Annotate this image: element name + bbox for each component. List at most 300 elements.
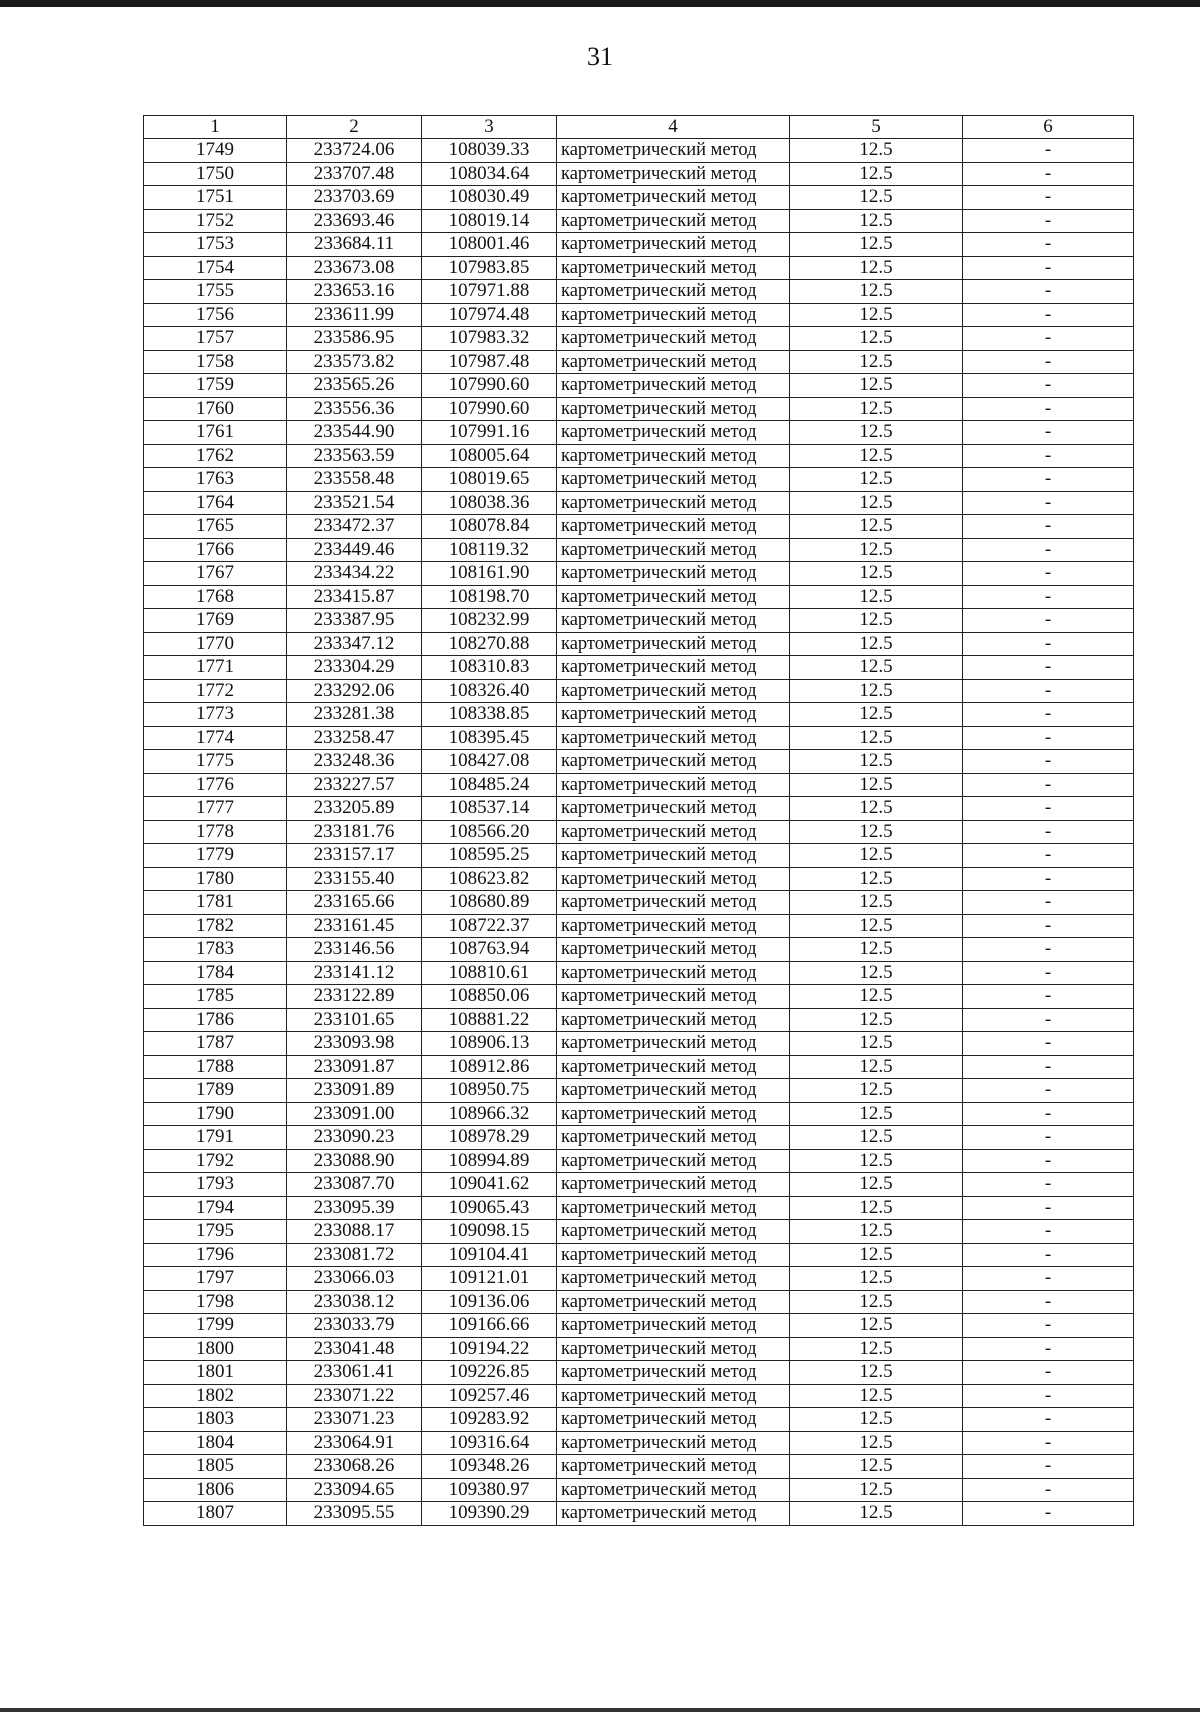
accuracy-cell: 12.5: [790, 327, 963, 351]
x-coordinate-cell: 233673.08: [287, 256, 422, 280]
table-row: [144, 1267, 1134, 1291]
table-row: [144, 139, 1134, 163]
y-coordinate-cell: 109065.43: [422, 1196, 557, 1220]
x-coordinate-cell: 233161.45: [287, 914, 422, 938]
y-coordinate-cell: 109316.64: [422, 1431, 557, 1455]
y-coordinate-cell: 108038.36: [422, 491, 557, 515]
accuracy-cell: 12.5: [790, 844, 963, 868]
method-cell: картометрический метод: [557, 327, 790, 351]
description-cell: -: [963, 1502, 1134, 1526]
point-number-cell: 1778: [144, 820, 287, 844]
x-coordinate-cell: 233258.47: [287, 726, 422, 750]
method-cell: картометрический метод: [557, 1502, 790, 1526]
method-cell: картометрический метод: [557, 280, 790, 304]
method-cell: картометрический метод: [557, 468, 790, 492]
accuracy-cell: 12.5: [790, 1008, 963, 1032]
point-number-cell: 1796: [144, 1243, 287, 1267]
point-number-cell: 1751: [144, 186, 287, 210]
table-row: [144, 1032, 1134, 1056]
table-row: [144, 938, 1134, 962]
point-number-cell: 1768: [144, 585, 287, 609]
description-cell: -: [963, 773, 1134, 797]
description-cell: -: [963, 1126, 1134, 1150]
table-row: [144, 632, 1134, 656]
accuracy-cell: 12.5: [790, 773, 963, 797]
description-cell: -: [963, 1478, 1134, 1502]
accuracy-cell: 12.5: [790, 186, 963, 210]
table-row: [144, 562, 1134, 586]
method-cell: картометрический метод: [557, 914, 790, 938]
accuracy-cell: 12.5: [790, 1337, 963, 1361]
x-coordinate-cell: 233684.11: [287, 233, 422, 257]
description-cell: -: [963, 209, 1134, 233]
y-coordinate-cell: 108966.32: [422, 1102, 557, 1126]
method-cell: картометрический метод: [557, 538, 790, 562]
accuracy-cell: 12.5: [790, 421, 963, 445]
accuracy-cell: 12.5: [790, 632, 963, 656]
accuracy-cell: 12.5: [790, 1126, 963, 1150]
table-row: [144, 820, 1134, 844]
method-cell: картометрический метод: [557, 444, 790, 468]
point-number-cell: 1793: [144, 1173, 287, 1197]
description-cell: -: [963, 327, 1134, 351]
point-number-cell: 1773: [144, 703, 287, 727]
x-coordinate-cell: 233653.16: [287, 280, 422, 304]
description-cell: -: [963, 280, 1134, 304]
y-coordinate-cell: 109390.29: [422, 1502, 557, 1526]
method-cell: картометрический метод: [557, 1455, 790, 1479]
y-coordinate-cell: 108722.37: [422, 914, 557, 938]
x-coordinate-cell: 233611.99: [287, 303, 422, 327]
y-coordinate-cell: 108310.83: [422, 656, 557, 680]
y-coordinate-cell: 108161.90: [422, 562, 557, 586]
point-number-cell: 1784: [144, 961, 287, 985]
accuracy-cell: 12.5: [790, 397, 963, 421]
accuracy-cell: 12.5: [790, 280, 963, 304]
x-coordinate-cell: 233544.90: [287, 421, 422, 445]
table-row: [144, 162, 1134, 186]
table-row: [144, 1173, 1134, 1197]
x-coordinate-cell: 233556.36: [287, 397, 422, 421]
x-coordinate-cell: 233087.70: [287, 1173, 422, 1197]
table-row: [144, 1220, 1134, 1244]
accuracy-cell: 12.5: [790, 609, 963, 633]
description-cell: -: [963, 562, 1134, 586]
point-number-cell: 1782: [144, 914, 287, 938]
y-coordinate-cell: 108810.61: [422, 961, 557, 985]
point-number-cell: 1770: [144, 632, 287, 656]
accuracy-cell: 12.5: [790, 1243, 963, 1267]
y-coordinate-cell: 108994.89: [422, 1149, 557, 1173]
point-number-cell: 1777: [144, 797, 287, 821]
accuracy-cell: 12.5: [790, 515, 963, 539]
point-number-cell: 1761: [144, 421, 287, 445]
accuracy-cell: 12.5: [790, 914, 963, 938]
description-cell: -: [963, 632, 1134, 656]
x-coordinate-cell: 233472.37: [287, 515, 422, 539]
bottom-scan-border: [0, 1708, 1200, 1712]
description-cell: -: [963, 1408, 1134, 1432]
description-cell: -: [963, 374, 1134, 398]
accuracy-cell: 12.5: [790, 867, 963, 891]
y-coordinate-cell: 108338.85: [422, 703, 557, 727]
point-number-cell: 1783: [144, 938, 287, 962]
method-cell: картометрический метод: [557, 1384, 790, 1408]
description-cell: -: [963, 538, 1134, 562]
accuracy-cell: 12.5: [790, 750, 963, 774]
point-number-cell: 1795: [144, 1220, 287, 1244]
point-number-cell: 1791: [144, 1126, 287, 1150]
method-cell: картометрический метод: [557, 350, 790, 374]
accuracy-cell: 12.5: [790, 1455, 963, 1479]
table-row: [144, 750, 1134, 774]
method-cell: картометрический метод: [557, 1079, 790, 1103]
description-cell: -: [963, 1102, 1134, 1126]
description-cell: -: [963, 585, 1134, 609]
point-number-cell: 1800: [144, 1337, 287, 1361]
accuracy-cell: 12.5: [790, 1431, 963, 1455]
table-row: [144, 703, 1134, 727]
x-coordinate-cell: 233081.72: [287, 1243, 422, 1267]
description-cell: -: [963, 1243, 1134, 1267]
description-cell: -: [963, 961, 1134, 985]
y-coordinate-cell: 108566.20: [422, 820, 557, 844]
point-number-cell: 1759: [144, 374, 287, 398]
table-row: [144, 679, 1134, 703]
method-cell: картометрический метод: [557, 1478, 790, 1502]
accuracy-cell: 12.5: [790, 938, 963, 962]
description-cell: -: [963, 186, 1134, 210]
x-coordinate-cell: 233091.00: [287, 1102, 422, 1126]
method-cell: картометрический метод: [557, 1290, 790, 1314]
table-row: [144, 327, 1134, 351]
y-coordinate-cell: 108198.70: [422, 585, 557, 609]
x-coordinate-cell: 233586.95: [287, 327, 422, 351]
accuracy-cell: 12.5: [790, 1102, 963, 1126]
description-cell: -: [963, 679, 1134, 703]
accuracy-cell: 12.5: [790, 209, 963, 233]
point-number-cell: 1779: [144, 844, 287, 868]
y-coordinate-cell: 109283.92: [422, 1408, 557, 1432]
x-coordinate-cell: 233122.89: [287, 985, 422, 1009]
accuracy-cell: 12.5: [790, 468, 963, 492]
description-cell: -: [963, 444, 1134, 468]
table-row: [144, 233, 1134, 257]
method-cell: картометрический метод: [557, 1267, 790, 1291]
accuracy-cell: 12.5: [790, 1149, 963, 1173]
table-row: [144, 1102, 1134, 1126]
x-coordinate-cell: 233563.59: [287, 444, 422, 468]
method-cell: картометрический метод: [557, 1220, 790, 1244]
method-cell: картометрический метод: [557, 820, 790, 844]
point-number-cell: 1804: [144, 1431, 287, 1455]
table-row: [144, 491, 1134, 515]
accuracy-cell: 12.5: [790, 1384, 963, 1408]
method-cell: картометрический метод: [557, 1431, 790, 1455]
point-number-cell: 1756: [144, 303, 287, 327]
method-cell: картометрический метод: [557, 491, 790, 515]
table-row: [144, 1314, 1134, 1338]
description-cell: -: [963, 750, 1134, 774]
y-coordinate-cell: 108019.14: [422, 209, 557, 233]
y-coordinate-cell: 107974.48: [422, 303, 557, 327]
method-cell: картометрический метод: [557, 1408, 790, 1432]
x-coordinate-cell: 233157.17: [287, 844, 422, 868]
method-cell: картометрический метод: [557, 186, 790, 210]
x-coordinate-cell: 233724.06: [287, 139, 422, 163]
x-coordinate-cell: 233181.76: [287, 820, 422, 844]
y-coordinate-cell: 108978.29: [422, 1126, 557, 1150]
accuracy-cell: 12.5: [790, 303, 963, 327]
accuracy-cell: 12.5: [790, 656, 963, 680]
x-coordinate-cell: 233068.26: [287, 1455, 422, 1479]
y-coordinate-cell: 108270.88: [422, 632, 557, 656]
x-coordinate-cell: 233091.87: [287, 1055, 422, 1079]
method-cell: картометрический метод: [557, 703, 790, 727]
point-number-cell: 1772: [144, 679, 287, 703]
column-header: 6: [963, 116, 1134, 139]
table-row: [144, 844, 1134, 868]
y-coordinate-cell: 109348.26: [422, 1455, 557, 1479]
y-coordinate-cell: 108881.22: [422, 1008, 557, 1032]
method-cell: картометрический метод: [557, 374, 790, 398]
accuracy-cell: 12.5: [790, 797, 963, 821]
column-header: 3: [422, 116, 557, 139]
accuracy-cell: 12.5: [790, 350, 963, 374]
method-cell: картометрический метод: [557, 985, 790, 1009]
x-coordinate-cell: 233347.12: [287, 632, 422, 656]
table-row: [144, 914, 1134, 938]
point-number-cell: 1789: [144, 1079, 287, 1103]
x-coordinate-cell: 233565.26: [287, 374, 422, 398]
table-row: [144, 1126, 1134, 1150]
description-cell: -: [963, 867, 1134, 891]
x-coordinate-cell: 233146.56: [287, 938, 422, 962]
top-scan-border: [0, 0, 1200, 7]
y-coordinate-cell: 107991.16: [422, 421, 557, 445]
y-coordinate-cell: 107990.60: [422, 374, 557, 398]
x-coordinate-cell: 233434.22: [287, 562, 422, 586]
accuracy-cell: 12.5: [790, 1032, 963, 1056]
x-coordinate-cell: 233304.29: [287, 656, 422, 680]
description-cell: -: [963, 515, 1134, 539]
description-cell: -: [963, 797, 1134, 821]
method-cell: картометрический метод: [557, 797, 790, 821]
accuracy-cell: 12.5: [790, 703, 963, 727]
table-row: [144, 1478, 1134, 1502]
description-cell: -: [963, 1173, 1134, 1197]
y-coordinate-cell: 108485.24: [422, 773, 557, 797]
point-number-cell: 1788: [144, 1055, 287, 1079]
method-cell: картометрический метод: [557, 562, 790, 586]
method-cell: картометрический метод: [557, 397, 790, 421]
description-cell: -: [963, 1055, 1134, 1079]
accuracy-cell: 12.5: [790, 374, 963, 398]
point-number-cell: 1786: [144, 1008, 287, 1032]
y-coordinate-cell: 108595.25: [422, 844, 557, 868]
y-coordinate-cell: 108019.65: [422, 468, 557, 492]
table-row: [144, 256, 1134, 280]
accuracy-cell: 12.5: [790, 1314, 963, 1338]
x-coordinate-cell: 233205.89: [287, 797, 422, 821]
description-cell: -: [963, 1196, 1134, 1220]
table-row: [144, 468, 1134, 492]
x-coordinate-cell: 233093.98: [287, 1032, 422, 1056]
point-number-cell: 1753: [144, 233, 287, 257]
point-number-cell: 1749: [144, 139, 287, 163]
table-row: [144, 797, 1134, 821]
table-row: [144, 444, 1134, 468]
x-coordinate-cell: 233227.57: [287, 773, 422, 797]
method-cell: картометрический метод: [557, 1149, 790, 1173]
method-cell: картометрический метод: [557, 891, 790, 915]
y-coordinate-cell: 108850.06: [422, 985, 557, 1009]
table-row: [144, 609, 1134, 633]
method-cell: картометрический метод: [557, 961, 790, 985]
accuracy-cell: 12.5: [790, 585, 963, 609]
method-cell: картометрический метод: [557, 773, 790, 797]
table-row: [144, 891, 1134, 915]
description-cell: -: [963, 350, 1134, 374]
x-coordinate-cell: 233573.82: [287, 350, 422, 374]
x-coordinate-cell: 233071.23: [287, 1408, 422, 1432]
point-number-cell: 1794: [144, 1196, 287, 1220]
point-number-cell: 1802: [144, 1384, 287, 1408]
description-cell: -: [963, 468, 1134, 492]
description-cell: -: [963, 303, 1134, 327]
accuracy-cell: 12.5: [790, 1055, 963, 1079]
description-cell: -: [963, 1267, 1134, 1291]
description-cell: -: [963, 609, 1134, 633]
accuracy-cell: 12.5: [790, 679, 963, 703]
point-number-cell: 1798: [144, 1290, 287, 1314]
method-cell: картометрический метод: [557, 1008, 790, 1032]
accuracy-cell: 12.5: [790, 562, 963, 586]
method-cell: картометрический метод: [557, 844, 790, 868]
y-coordinate-cell: 109104.41: [422, 1243, 557, 1267]
accuracy-cell: 12.5: [790, 1478, 963, 1502]
description-cell: -: [963, 985, 1134, 1009]
y-coordinate-cell: 109166.66: [422, 1314, 557, 1338]
description-cell: -: [963, 844, 1134, 868]
table-row: [144, 1384, 1134, 1408]
table-row: [144, 961, 1134, 985]
y-coordinate-cell: 109257.46: [422, 1384, 557, 1408]
method-cell: картометрический метод: [557, 1196, 790, 1220]
y-coordinate-cell: 109226.85: [422, 1361, 557, 1385]
accuracy-cell: 12.5: [790, 256, 963, 280]
method-cell: картометрический метод: [557, 726, 790, 750]
x-coordinate-cell: 233071.22: [287, 1384, 422, 1408]
table-row: [144, 1408, 1134, 1432]
table-row: [144, 1361, 1134, 1385]
table-row: [144, 1196, 1134, 1220]
point-number-cell: 1803: [144, 1408, 287, 1432]
accuracy-cell: 12.5: [790, 233, 963, 257]
y-coordinate-cell: 108763.94: [422, 938, 557, 962]
point-number-cell: 1760: [144, 397, 287, 421]
method-cell: картометрический метод: [557, 750, 790, 774]
accuracy-cell: 12.5: [790, 1290, 963, 1314]
point-number-cell: 1763: [144, 468, 287, 492]
point-number-cell: 1762: [144, 444, 287, 468]
description-cell: -: [963, 1149, 1134, 1173]
accuracy-cell: 12.5: [790, 1267, 963, 1291]
x-coordinate-cell: 233101.65: [287, 1008, 422, 1032]
y-coordinate-cell: 108906.13: [422, 1032, 557, 1056]
point-number-cell: 1766: [144, 538, 287, 562]
table-row: [144, 1455, 1134, 1479]
accuracy-cell: 12.5: [790, 985, 963, 1009]
description-cell: -: [963, 139, 1134, 163]
table-row: [144, 656, 1134, 680]
point-number-cell: 1780: [144, 867, 287, 891]
description-cell: -: [963, 421, 1134, 445]
y-coordinate-cell: 109380.97: [422, 1478, 557, 1502]
x-coordinate-cell: 233088.90: [287, 1149, 422, 1173]
description-cell: -: [963, 1431, 1134, 1455]
description-cell: -: [963, 1220, 1134, 1244]
column-header: 1: [144, 116, 287, 139]
table-row: [144, 280, 1134, 304]
y-coordinate-cell: 109098.15: [422, 1220, 557, 1244]
x-coordinate-cell: 233141.12: [287, 961, 422, 985]
table-row: [144, 1290, 1134, 1314]
description-cell: -: [963, 1290, 1134, 1314]
y-coordinate-cell: 109041.62: [422, 1173, 557, 1197]
x-coordinate-cell: 233091.89: [287, 1079, 422, 1103]
table-row: [144, 585, 1134, 609]
table-row: [144, 1149, 1134, 1173]
accuracy-cell: 12.5: [790, 1220, 963, 1244]
accuracy-cell: 12.5: [790, 444, 963, 468]
point-number-cell: 1764: [144, 491, 287, 515]
x-coordinate-cell: 233064.91: [287, 1431, 422, 1455]
y-coordinate-cell: 108034.64: [422, 162, 557, 186]
coordinates-table-body: [144, 116, 1134, 1526]
y-coordinate-cell: 108912.86: [422, 1055, 557, 1079]
point-number-cell: 1765: [144, 515, 287, 539]
accuracy-cell: 12.5: [790, 726, 963, 750]
point-number-cell: 1806: [144, 1478, 287, 1502]
description-cell: -: [963, 256, 1134, 280]
point-number-cell: 1776: [144, 773, 287, 797]
x-coordinate-cell: 233061.41: [287, 1361, 422, 1385]
y-coordinate-cell: 108005.64: [422, 444, 557, 468]
description-cell: -: [963, 1032, 1134, 1056]
description-cell: -: [963, 1314, 1134, 1338]
point-number-cell: 1755: [144, 280, 287, 304]
x-coordinate-cell: 233248.36: [287, 750, 422, 774]
accuracy-cell: 12.5: [790, 1173, 963, 1197]
column-header: 5: [790, 116, 963, 139]
y-coordinate-cell: 107983.32: [422, 327, 557, 351]
description-cell: -: [963, 1361, 1134, 1385]
table-row: [144, 1055, 1134, 1079]
description-cell: -: [963, 914, 1134, 938]
method-cell: картометрический метод: [557, 1314, 790, 1338]
point-number-cell: 1797: [144, 1267, 287, 1291]
x-coordinate-cell: 233095.55: [287, 1502, 422, 1526]
method-cell: картометрический метод: [557, 1243, 790, 1267]
point-number-cell: 1801: [144, 1361, 287, 1385]
point-number-cell: 1775: [144, 750, 287, 774]
x-coordinate-cell: 233707.48: [287, 162, 422, 186]
y-coordinate-cell: 109194.22: [422, 1337, 557, 1361]
description-cell: -: [963, 703, 1134, 727]
point-number-cell: 1807: [144, 1502, 287, 1526]
point-number-cell: 1774: [144, 726, 287, 750]
